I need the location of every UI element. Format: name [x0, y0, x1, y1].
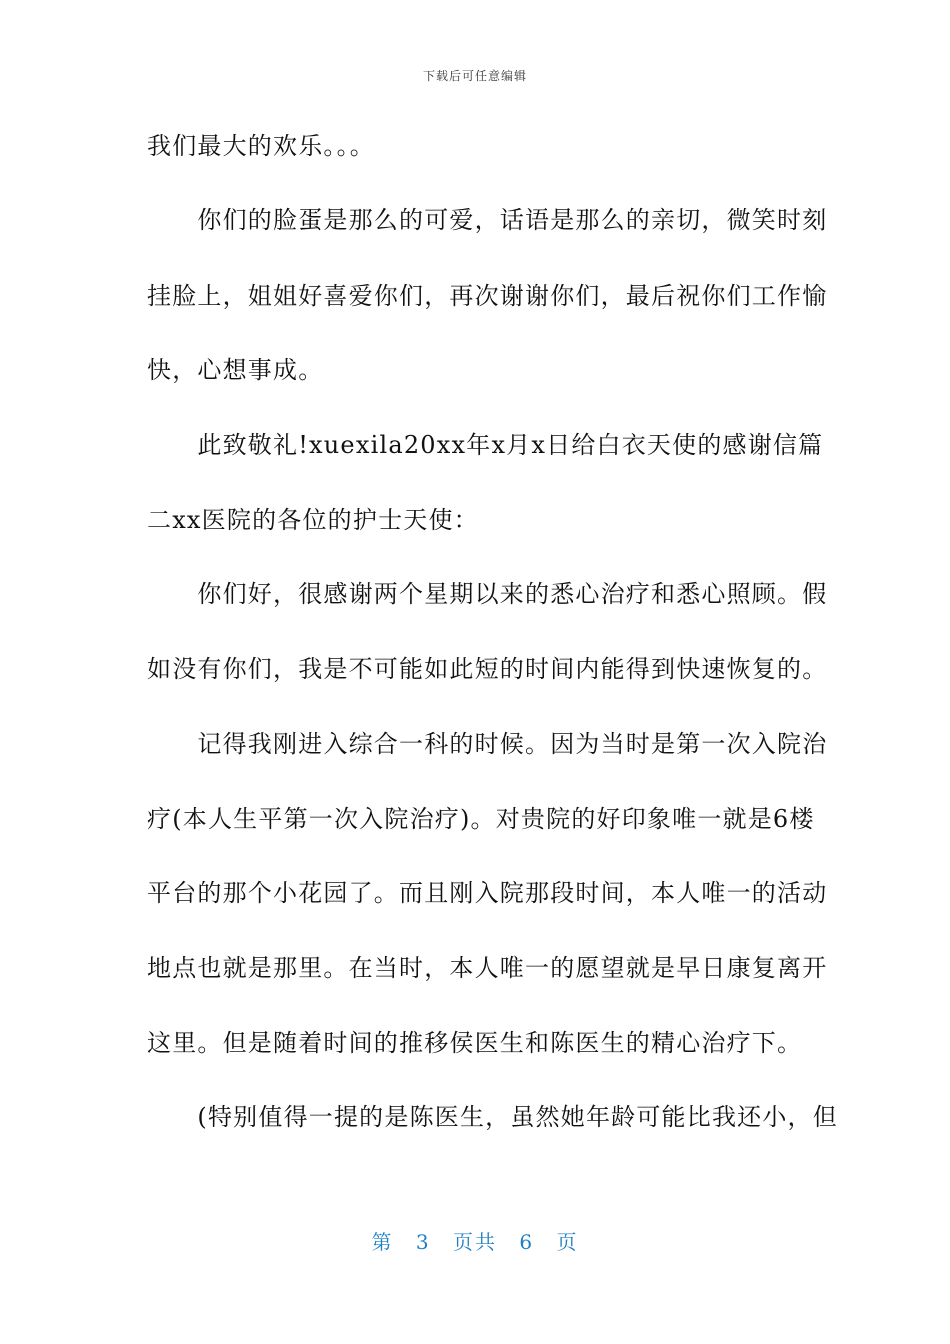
body-line-2: 你们的脸蛋是那么的可爱，话语是那么的亲切，微笑时刻: [147, 206, 828, 234]
page-footer: [0, 1226, 950, 1255]
body-line-14: (特别值得一提的是陈医生，虽然她年龄可能比我还小，但: [147, 1103, 838, 1131]
body-line-9: 记得我刚进入综合一科的时候。因为当时是第一次入院治: [147, 730, 828, 758]
body-line-5: 此致敬礼!xuexila20xx年x月x日给白衣天使的感谢信篇: [147, 431, 824, 459]
footer-total-label: 页共: [453, 1230, 497, 1254]
body-line-12: 地点也就是那里。在当时，本人唯一的愿望就是早日康复离开: [147, 954, 828, 982]
body-line-7: 你们好，很感谢两个星期以来的悉心治疗和悉心照顾。假: [147, 580, 828, 608]
body-line-4: 快，心想事成。: [147, 356, 324, 384]
page-header: 下载后可任意编辑: [422, 69, 527, 83]
body-line-13: 这里。但是随着时间的推移侯医生和陈医生的精心治疗下。: [147, 1029, 803, 1057]
body-line-10: 疗(本人生平第一次入院治疗)。对贵院的好印象唯一就是6楼: [147, 805, 815, 833]
body-line-8: 如没有你们，我是不可能如此短的时间内能得到快速恢复的。: [147, 655, 828, 683]
footer-page-label: 第: [371, 1230, 394, 1254]
body-line-6: 二xx医院的各位的护士天使：: [147, 506, 479, 534]
body-line-1: 我们最大的欢乐。。。: [147, 132, 375, 160]
body-line-11: 平台的那个小花园了。而且刚入院那段时间，本人唯一的活动: [147, 879, 828, 907]
body-line-3: 挂脸上，姐姐好喜爱你们，再次谢谢你们，最后祝你们工作愉: [147, 282, 828, 310]
footer-page-suffix: 页: [556, 1230, 579, 1254]
footer-current-page: 3: [415, 1230, 431, 1254]
footer-total-pages: 6: [519, 1230, 535, 1254]
